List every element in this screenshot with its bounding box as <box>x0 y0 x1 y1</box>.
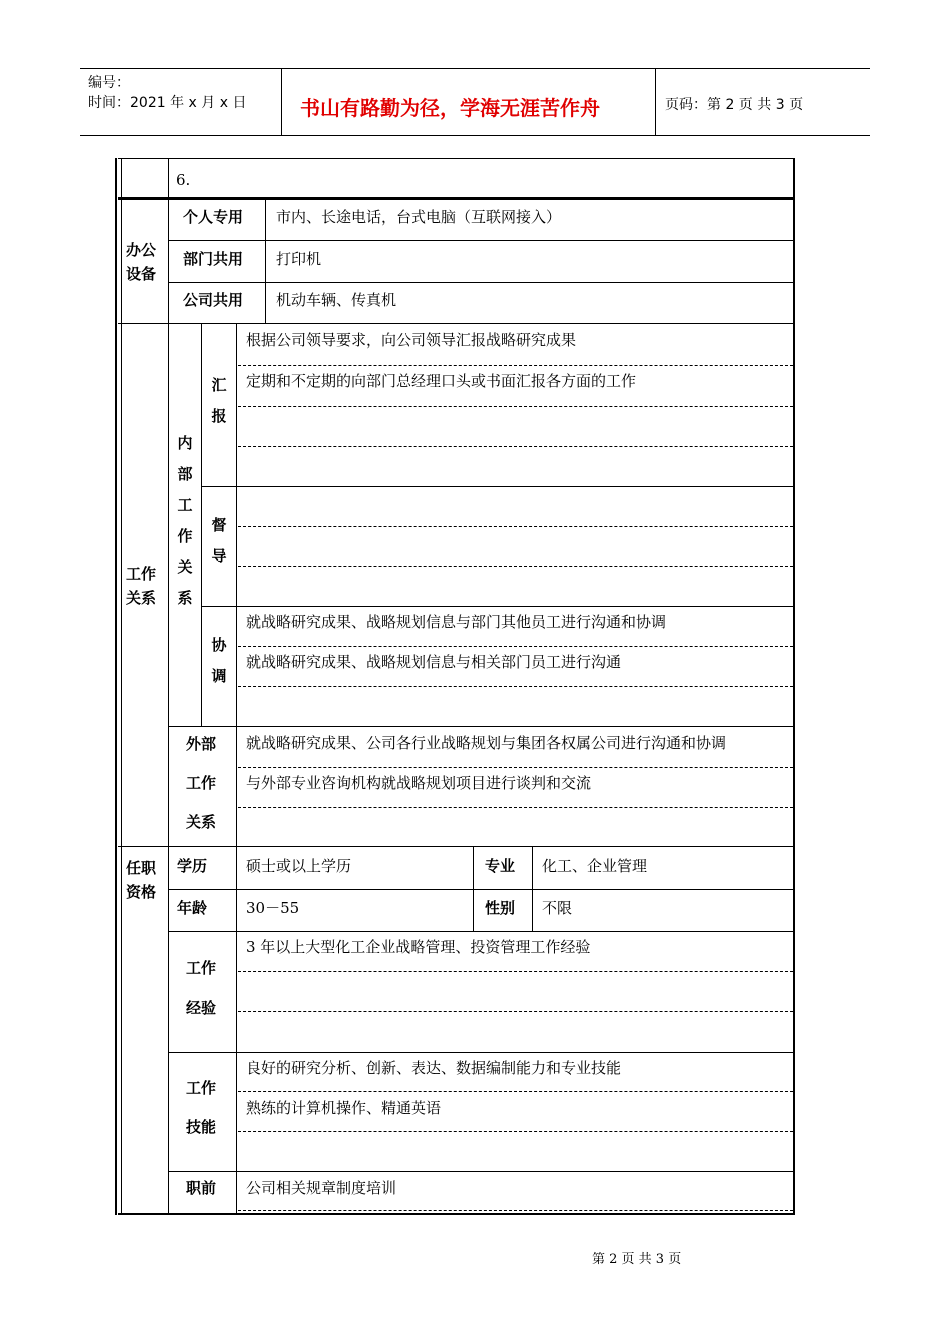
external-relations-label-1: 外部 <box>186 735 217 753</box>
department-use-label: 部门共用 <box>183 250 244 268</box>
work-relations-label: 工作关系 <box>126 565 157 607</box>
skills-label-2: 技能 <box>186 1118 217 1136</box>
report-label: 汇报 <box>211 376 227 425</box>
major-value: 化工、企业管理 <box>542 857 648 875</box>
age-label: 年龄 <box>177 899 208 917</box>
skills-item: 熟练的计算机操作、精通英语 <box>246 1099 442 1117</box>
experience-label-1: 工作 <box>186 959 217 977</box>
age-value: 30－55 <box>246 899 300 917</box>
time-label: 时间：2021 年 x 月 x 日 <box>88 95 247 111</box>
personal-use-label: 个人专用 <box>183 208 244 226</box>
skills-label-1: 工作 <box>186 1079 217 1097</box>
external-item: 与外部专业咨询机构就战略规划项目进行谈判和交流 <box>246 774 592 792</box>
company-use-label: 公司共用 <box>183 291 244 309</box>
office-equipment-label: 办公设备 <box>126 241 157 283</box>
footer-page-number: 第 2 页 共 3 页 <box>592 1252 682 1267</box>
company-use-value: 机动车辆、传真机 <box>276 291 397 309</box>
report-item: 根据公司领导要求，向公司领导汇报战略研究成果 <box>246 331 577 349</box>
motto: 书山有路勤为径，学海无涯苦作舟 <box>300 96 600 120</box>
pretraining-label: 职前 <box>186 1179 217 1197</box>
major-label: 专业 <box>485 857 516 875</box>
serial-label: 编号： <box>88 75 130 91</box>
page-info: 页码：第 2 页 共 3 页 <box>665 97 804 113</box>
external-relations-label-2: 工作 <box>186 774 217 792</box>
row-6-text: 6. <box>176 171 191 189</box>
supervise-label: 督导 <box>211 516 227 565</box>
coordinate-item: 就战略研究成果、战略规划信息与部门其他员工进行沟通和协调 <box>246 613 667 631</box>
external-relations-label-3: 关系 <box>186 813 217 831</box>
pretraining-item: 公司相关规章制度培训 <box>246 1179 397 1197</box>
gender-label: 性别 <box>485 899 516 917</box>
department-use-value: 打印机 <box>276 250 322 268</box>
coordinate-item: 就战略研究成果、战略规划信息与相关部门员工进行沟通 <box>246 653 622 671</box>
experience-item: 3 年以上大型化工企业战略管理、投资管理工作经验 <box>246 938 591 956</box>
experience-label-2: 经验 <box>186 999 217 1017</box>
internal-relations-label: 内部工作关系 <box>177 434 193 607</box>
coordinate-label: 协调 <box>211 636 227 685</box>
education-value: 硕士或以上学历 <box>246 857 352 875</box>
external-item: 就战略研究成果、公司各行业战略规划与集团各权属公司进行沟通和协调 <box>246 734 727 752</box>
report-item: 定期和不定期的向部门总经理口头或书面汇报各方面的工作 <box>246 372 637 390</box>
qualification-label: 任职资格 <box>126 859 157 901</box>
education-label: 学历 <box>177 857 208 875</box>
skills-item: 良好的研究分析、创新、表达、数据编制能力和专业技能 <box>246 1059 622 1077</box>
personal-use-value: 市内、长途电话，台式电脑（互联网接入） <box>276 208 562 226</box>
gender-value: 不限 <box>542 899 573 917</box>
